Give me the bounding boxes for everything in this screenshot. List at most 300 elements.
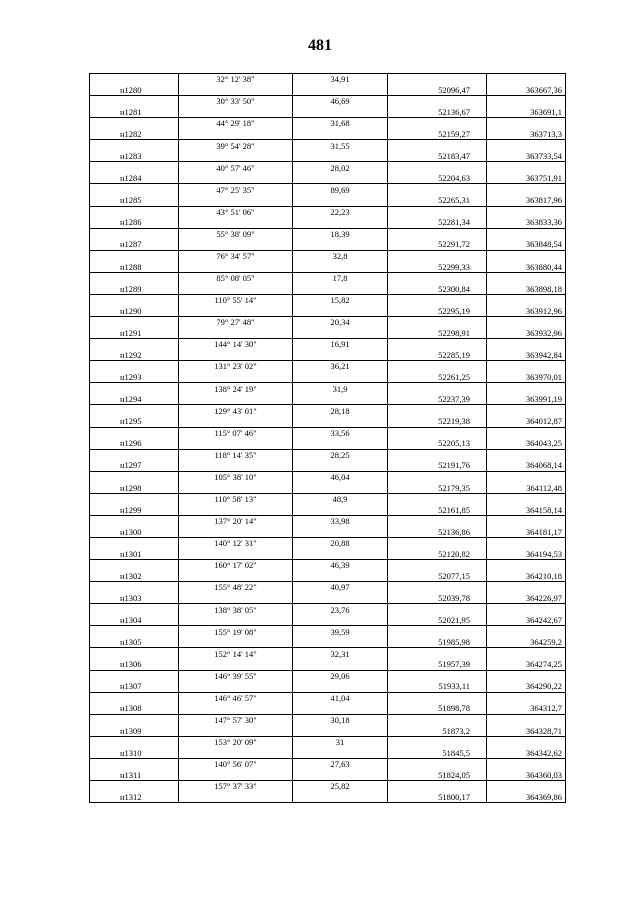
angle-cell: 155° 19' 08" xyxy=(179,626,293,637)
point-row xyxy=(90,173,566,184)
angle-cell xyxy=(179,85,293,96)
distance-cell: 20,34 xyxy=(293,317,388,328)
point-cell xyxy=(90,427,179,438)
distance-cell: 28,02 xyxy=(293,162,388,173)
x-cell xyxy=(388,670,487,681)
x-cell xyxy=(388,206,487,217)
angle-cell: 147° 57' 30" xyxy=(179,714,293,725)
y-cell xyxy=(487,272,566,283)
distance-cell xyxy=(293,571,388,582)
distance-cell: 28,25 xyxy=(293,449,388,460)
x-cell xyxy=(388,604,487,615)
angle-cell xyxy=(179,416,293,427)
point-name-cell: н1294 xyxy=(90,394,179,405)
distance-cell: 22,23 xyxy=(293,206,388,217)
point-row xyxy=(90,85,566,96)
x-cell xyxy=(388,339,487,350)
distance-cell: 29,06 xyxy=(293,670,388,681)
angle-cell xyxy=(179,173,293,184)
point-name-cell: н1311 xyxy=(90,769,179,780)
distance-cell: 46,04 xyxy=(293,471,388,482)
x-coordinate-cell: 52265,31 xyxy=(388,195,487,206)
point-name-cell: н1281 xyxy=(90,107,179,118)
y-coordinate-cell: 364226,97 xyxy=(487,593,566,604)
distance-cell xyxy=(293,792,388,803)
point-row xyxy=(90,372,566,383)
distance-cell xyxy=(293,372,388,383)
x-coordinate-cell: 52295,19 xyxy=(388,305,487,316)
x-coordinate-cell: 52261,25 xyxy=(388,372,487,383)
point-name-cell: н1312 xyxy=(90,792,179,803)
y-cell xyxy=(487,648,566,659)
angle-cell xyxy=(179,328,293,339)
angle-cell: 131° 23' 02" xyxy=(179,361,293,372)
distance-cell: 27,63 xyxy=(293,758,388,769)
y-cell xyxy=(487,781,566,792)
x-coordinate-cell: 52159,27 xyxy=(388,129,487,140)
segment-row xyxy=(90,250,566,261)
angle-cell: 32° 12' 38" xyxy=(179,74,293,85)
point-name-cell: н1282 xyxy=(90,129,179,140)
y-coordinate-cell: 364043,25 xyxy=(487,438,566,449)
angle-cell xyxy=(179,549,293,560)
y-cell xyxy=(487,184,566,195)
y-coordinate-cell: 364342,62 xyxy=(487,747,566,758)
angle-cell: 55° 38' 09" xyxy=(179,228,293,239)
angle-cell xyxy=(179,504,293,515)
angle-cell xyxy=(179,217,293,228)
point-row xyxy=(90,504,566,515)
point-cell xyxy=(90,272,179,283)
point-name-cell: н1289 xyxy=(90,283,179,294)
x-cell xyxy=(388,781,487,792)
point-cell xyxy=(90,162,179,173)
point-name-cell: н1306 xyxy=(90,659,179,670)
y-cell xyxy=(487,449,566,460)
x-coordinate-cell: 52136,67 xyxy=(388,107,487,118)
angle-cell xyxy=(179,239,293,250)
segment-row xyxy=(90,471,566,482)
x-coordinate-cell: 52205,13 xyxy=(388,438,487,449)
angle-cell: 153° 20' 09" xyxy=(179,736,293,747)
x-coordinate-cell: 51800,17 xyxy=(388,792,487,803)
point-name-cell: н1290 xyxy=(90,305,179,316)
point-row xyxy=(90,482,566,493)
point-row xyxy=(90,747,566,758)
x-coordinate-cell: 52285,19 xyxy=(388,350,487,361)
y-coordinate-cell: 363833,36 xyxy=(487,217,566,228)
angle-cell: 157° 37' 33" xyxy=(179,781,293,792)
point-name-cell: н1295 xyxy=(90,416,179,427)
distance-cell xyxy=(293,173,388,184)
point-cell xyxy=(90,383,179,394)
point-row xyxy=(90,305,566,316)
point-name-cell: н1284 xyxy=(90,173,179,184)
point-name-cell: н1280 xyxy=(90,85,179,96)
y-cell xyxy=(487,714,566,725)
point-cell xyxy=(90,361,179,372)
distance-cell xyxy=(293,85,388,96)
segment-row xyxy=(90,692,566,703)
x-coordinate-cell: 52021,95 xyxy=(388,615,487,626)
point-row xyxy=(90,129,566,140)
angle-cell xyxy=(179,482,293,493)
angle-cell xyxy=(179,615,293,626)
point-row xyxy=(90,792,566,803)
point-cell xyxy=(90,228,179,239)
angle-cell xyxy=(179,637,293,648)
point-name-cell: н1299 xyxy=(90,504,179,515)
y-coordinate-cell: 363991,19 xyxy=(487,394,566,405)
distance-cell xyxy=(293,637,388,648)
x-cell xyxy=(388,758,487,769)
x-coordinate-cell: 51845,5 xyxy=(388,747,487,758)
point-row xyxy=(90,460,566,471)
point-row xyxy=(90,151,566,162)
x-cell xyxy=(388,692,487,703)
distance-cell: 17,8 xyxy=(293,272,388,283)
x-coordinate-cell: 52298,91 xyxy=(388,328,487,339)
point-cell xyxy=(90,604,179,615)
distance-cell xyxy=(293,593,388,604)
point-row xyxy=(90,615,566,626)
segment-row xyxy=(90,449,566,460)
segment-row xyxy=(90,604,566,615)
point-cell xyxy=(90,118,179,129)
x-cell xyxy=(388,405,487,416)
distance-cell xyxy=(293,261,388,272)
point-row xyxy=(90,637,566,648)
segment-row xyxy=(90,294,566,305)
x-cell xyxy=(388,714,487,725)
distance-cell: 31,55 xyxy=(293,140,388,151)
point-name-cell: н1301 xyxy=(90,549,179,560)
point-name-cell: н1308 xyxy=(90,703,179,714)
y-cell xyxy=(487,361,566,372)
point-cell xyxy=(90,670,179,681)
segment-row xyxy=(90,781,566,792)
y-coordinate-cell: 363751,91 xyxy=(487,173,566,184)
angle-cell: 140° 12' 31" xyxy=(179,537,293,548)
y-cell xyxy=(487,294,566,305)
x-coordinate-cell: 52237,39 xyxy=(388,394,487,405)
point-cell xyxy=(90,758,179,769)
point-cell xyxy=(90,560,179,571)
x-coordinate-cell: 52161,85 xyxy=(388,504,487,515)
x-cell xyxy=(388,560,487,571)
y-cell xyxy=(487,493,566,504)
point-cell xyxy=(90,537,179,548)
distance-cell xyxy=(293,526,388,537)
angle-cell xyxy=(179,372,293,383)
angle-cell: 140° 56' 07" xyxy=(179,758,293,769)
point-cell xyxy=(90,294,179,305)
segment-row xyxy=(90,272,566,283)
point-row xyxy=(90,681,566,692)
distance-cell: 32,8 xyxy=(293,250,388,261)
x-cell xyxy=(388,449,487,460)
y-cell xyxy=(487,582,566,593)
y-coordinate-cell: 364012,87 xyxy=(487,416,566,427)
point-cell xyxy=(90,140,179,151)
point-row xyxy=(90,217,566,228)
point-row xyxy=(90,725,566,736)
angle-cell xyxy=(179,571,293,582)
y-cell xyxy=(487,162,566,173)
distance-cell: 40,97 xyxy=(293,582,388,593)
angle-cell xyxy=(179,703,293,714)
angle-cell: 137° 20' 14" xyxy=(179,515,293,526)
x-coordinate-cell: 52183,47 xyxy=(388,151,487,162)
y-coordinate-cell: 364210,18 xyxy=(487,571,566,582)
point-cell xyxy=(90,206,179,217)
x-coordinate-cell: 51985,98 xyxy=(388,637,487,648)
segment-row xyxy=(90,714,566,725)
point-name-cell: н1293 xyxy=(90,372,179,383)
y-cell xyxy=(487,74,566,85)
distance-cell: 41,04 xyxy=(293,692,388,703)
x-coordinate-cell: 52077,15 xyxy=(388,571,487,582)
distance-cell xyxy=(293,239,388,250)
x-cell xyxy=(388,427,487,438)
point-name-cell: н1302 xyxy=(90,571,179,582)
point-cell xyxy=(90,317,179,328)
x-coordinate-cell: 52291,72 xyxy=(388,239,487,250)
x-cell xyxy=(388,736,487,747)
angle-cell xyxy=(179,747,293,758)
point-cell xyxy=(90,714,179,725)
coordinates-table-body xyxy=(90,74,566,803)
segment-row xyxy=(90,184,566,195)
distance-cell: 33,56 xyxy=(293,427,388,438)
y-cell xyxy=(487,758,566,769)
x-coordinate-cell: 51957,39 xyxy=(388,659,487,670)
segment-row xyxy=(90,537,566,548)
segment-row xyxy=(90,493,566,504)
point-cell xyxy=(90,96,179,107)
y-coordinate-cell: 364158,14 xyxy=(487,504,566,515)
distance-cell xyxy=(293,681,388,692)
angle-cell: 44° 29' 18" xyxy=(179,118,293,129)
y-coordinate-cell: 363733,54 xyxy=(487,151,566,162)
point-name-cell: н1292 xyxy=(90,350,179,361)
y-cell xyxy=(487,250,566,261)
distance-cell xyxy=(293,129,388,140)
point-name-cell: н1283 xyxy=(90,151,179,162)
point-row xyxy=(90,328,566,339)
point-row xyxy=(90,195,566,206)
segment-row xyxy=(90,361,566,372)
y-coordinate-cell: 364112,48 xyxy=(487,482,566,493)
x-cell xyxy=(388,140,487,151)
point-row xyxy=(90,526,566,537)
point-row xyxy=(90,261,566,272)
segment-row xyxy=(90,670,566,681)
segment-row xyxy=(90,339,566,350)
distance-cell xyxy=(293,460,388,471)
distance-cell: 20,88 xyxy=(293,537,388,548)
angle-cell xyxy=(179,394,293,405)
angle-cell xyxy=(179,350,293,361)
segment-row xyxy=(90,582,566,593)
angle-cell: 146° 46' 57" xyxy=(179,692,293,703)
y-coordinate-cell: 364312,7 xyxy=(487,703,566,714)
y-coordinate-cell: 363848,54 xyxy=(487,239,566,250)
distance-cell: 18,39 xyxy=(293,228,388,239)
angle-cell xyxy=(179,725,293,736)
point-name-cell: н1291 xyxy=(90,328,179,339)
y-cell xyxy=(487,339,566,350)
angle-cell: 118° 14' 35" xyxy=(179,449,293,460)
y-cell xyxy=(487,405,566,416)
angle-cell: 40° 57' 46" xyxy=(179,162,293,173)
x-coordinate-cell: 52281,34 xyxy=(388,217,487,228)
angle-cell xyxy=(179,460,293,471)
x-cell xyxy=(388,626,487,637)
coordinates-table xyxy=(89,73,566,803)
segment-row xyxy=(90,317,566,328)
segment-row xyxy=(90,626,566,637)
distance-cell: 89,69 xyxy=(293,184,388,195)
y-coordinate-cell: 364369,86 xyxy=(487,792,566,803)
distance-cell: 39,59 xyxy=(293,626,388,637)
x-cell xyxy=(388,74,487,85)
x-cell xyxy=(388,383,487,394)
x-coordinate-cell: 51898,78 xyxy=(388,703,487,714)
distance-cell: 15,82 xyxy=(293,294,388,305)
distance-cell xyxy=(293,703,388,714)
x-cell xyxy=(388,228,487,239)
angle-cell xyxy=(179,283,293,294)
point-row xyxy=(90,107,566,118)
point-name-cell: н1287 xyxy=(90,239,179,250)
segment-row xyxy=(90,206,566,217)
y-coordinate-cell: 363713,3 xyxy=(487,129,566,140)
y-coordinate-cell: 364274,25 xyxy=(487,659,566,670)
x-cell xyxy=(388,515,487,526)
point-cell xyxy=(90,692,179,703)
x-cell xyxy=(388,361,487,372)
distance-cell: 32,31 xyxy=(293,648,388,659)
angle-cell: 115° 07' 46" xyxy=(179,427,293,438)
angle-cell: 138° 24' 19" xyxy=(179,383,293,394)
angle-cell: 160° 17' 02" xyxy=(179,560,293,571)
x-coordinate-cell: 52120,82 xyxy=(388,549,487,560)
point-cell xyxy=(90,493,179,504)
angle-cell xyxy=(179,769,293,780)
x-coordinate-cell: 52204,63 xyxy=(388,173,487,184)
point-name-cell: н1285 xyxy=(90,195,179,206)
angle-cell: 43° 51' 06" xyxy=(179,206,293,217)
angle-cell: 85° 08' 05" xyxy=(179,272,293,283)
point-cell xyxy=(90,626,179,637)
angle-cell: 155° 48' 22" xyxy=(179,582,293,593)
x-coordinate-cell: 51933,11 xyxy=(388,681,487,692)
distance-cell xyxy=(293,394,388,405)
angle-cell xyxy=(179,129,293,140)
point-row xyxy=(90,659,566,670)
segment-row xyxy=(90,140,566,151)
distance-cell xyxy=(293,725,388,736)
y-cell xyxy=(487,670,566,681)
x-coordinate-cell: 52300,84 xyxy=(388,283,487,294)
point-cell xyxy=(90,449,179,460)
point-name-cell: н1304 xyxy=(90,615,179,626)
y-coordinate-cell: 364360,03 xyxy=(487,769,566,780)
distance-cell: 46,69 xyxy=(293,96,388,107)
y-coordinate-cell: 363667,36 xyxy=(487,85,566,96)
point-row xyxy=(90,703,566,714)
distance-cell xyxy=(293,615,388,626)
y-cell xyxy=(487,626,566,637)
x-cell xyxy=(388,118,487,129)
distance-cell: 28,18 xyxy=(293,405,388,416)
point-cell xyxy=(90,184,179,195)
distance-cell xyxy=(293,769,388,780)
distance-cell: 31,68 xyxy=(293,118,388,129)
distance-cell xyxy=(293,659,388,670)
x-cell xyxy=(388,294,487,305)
distance-cell xyxy=(293,482,388,493)
point-cell xyxy=(90,250,179,261)
x-coordinate-cell: 51824,05 xyxy=(388,769,487,780)
point-row xyxy=(90,769,566,780)
x-cell xyxy=(388,184,487,195)
x-cell xyxy=(388,471,487,482)
angle-cell: 129° 43' 01" xyxy=(179,405,293,416)
angle-cell: 138° 38' 05" xyxy=(179,604,293,615)
segment-row xyxy=(90,74,566,85)
distance-cell: 25,82 xyxy=(293,781,388,792)
x-coordinate-cell: 52039,78 xyxy=(388,593,487,604)
angle-cell: 39° 54' 28" xyxy=(179,140,293,151)
x-coordinate-cell: 52191,76 xyxy=(388,460,487,471)
point-name-cell: н1303 xyxy=(90,593,179,604)
point-row xyxy=(90,416,566,427)
angle-cell xyxy=(179,593,293,604)
distance-cell xyxy=(293,305,388,316)
point-cell xyxy=(90,648,179,659)
distance-cell xyxy=(293,747,388,758)
x-cell xyxy=(388,537,487,548)
segment-row xyxy=(90,96,566,107)
distance-cell xyxy=(293,350,388,361)
point-row xyxy=(90,239,566,250)
segment-row xyxy=(90,118,566,129)
page-number: 481 xyxy=(308,37,332,54)
distance-cell: 16,91 xyxy=(293,339,388,350)
point-name-cell: н1300 xyxy=(90,526,179,537)
x-cell xyxy=(388,648,487,659)
y-cell xyxy=(487,118,566,129)
angle-cell xyxy=(179,107,293,118)
distance-cell: 34,91 xyxy=(293,74,388,85)
segment-row xyxy=(90,758,566,769)
point-cell xyxy=(90,736,179,747)
point-cell xyxy=(90,471,179,482)
y-coordinate-cell: 364328,71 xyxy=(487,725,566,736)
x-coordinate-cell: 52096,47 xyxy=(388,85,487,96)
distance-cell xyxy=(293,151,388,162)
y-coordinate-cell: 364068,14 xyxy=(487,460,566,471)
y-cell xyxy=(487,206,566,217)
distance-cell: 36,21 xyxy=(293,361,388,372)
distance-cell xyxy=(293,107,388,118)
angle-cell xyxy=(179,681,293,692)
point-name-cell: н1310 xyxy=(90,747,179,758)
x-cell xyxy=(388,162,487,173)
segment-row xyxy=(90,383,566,394)
